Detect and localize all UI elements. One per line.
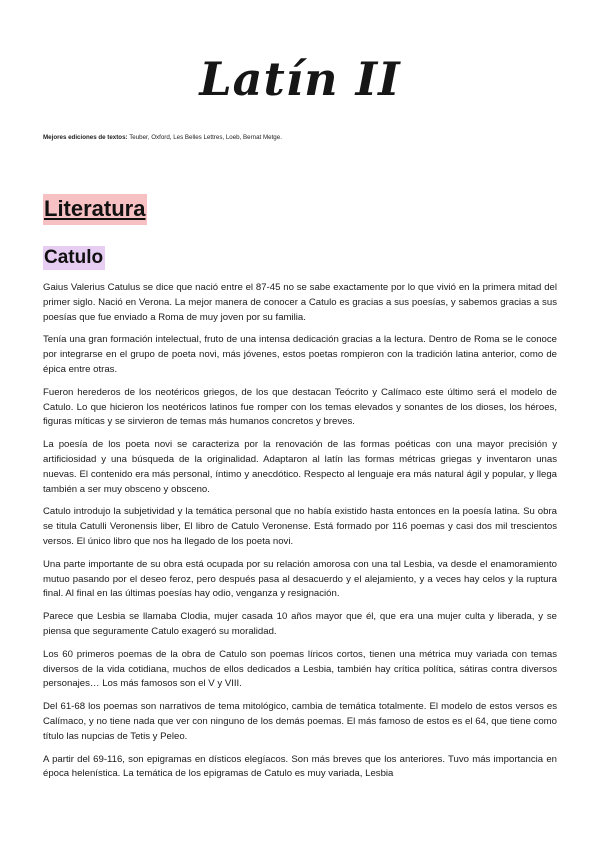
paragraph: Fueron herederos de los neotéricos griegos, de los que destacan Teócrito y Calímaco este último será el modelo de Catulo. Lo que hicieron los neotéricos latinos fue romper con los temas elevados y sonantes de los dioses, los héroes, figuras míticas y se sirvieron de temas más humanos concretos y breves. — [43, 386, 557, 428]
subsection-heading: Catulo — [44, 247, 104, 268]
editions-value: Teuber, Oxford, Les Belles Lettres, Loeb, Bernat Metge. — [129, 134, 282, 141]
paragraph: Los 60 primeros poemas de la obra de Catulo son poemas líricos cortos, tienen una métrica muy variada con temas diversos de la vida cotidiana, muchos de ellos dedicados a Lesbia, también hay crítica política, sátiras contra diversos personajes… Los más famosos son el V y VIII. — [43, 648, 557, 690]
editions-label: Mejores ediciones de textos: — [43, 134, 128, 141]
paragraph: Del 61-68 los poemas son narrativos de tema mitológico, cambia de temática totalmente. El modelo de estos versos es Calímaco, y no tiene nada que ver con ninguno de los demás poemas. El más famoso de estos es el 64, que tiene como título las nupcias de Tetis y Peleo. — [43, 701, 557, 742]
paragraph: Tenía una gran formación intelectual, fruto de una intensa dedicación gracias a la lectura. Dentro de Roma se le conoce por integrarse en el grupo de poeta novi, más jóvenes, estos poetas rompieron con la tradición latina anterior, como de épica entre otras. — [43, 334, 557, 375]
document-title: Latín II — [199, 52, 401, 106]
paragraph: A partir del 69-116, son epigramas en dísticos elegíacos. Son más breves que los anteriores. Tuvo más importancia en época helenística. La temática de los epigramas de Catulo es muy variada, Lesbia — [43, 753, 557, 780]
paragraph: Catulo introdujo la subjetividad y la temática personal que no había existido hasta entonces en la poesía latina. Su obra se titula Catulli Veronensis liber, El libro de Catulo Veronense. Está formado por 116 poemas y casi dos mil trescientos versos. El único libro que nos ha llegado de los poeta novi. — [43, 506, 557, 547]
paragraph: La poesía de los poeta novi se caracteriza por la renovación de las formas poéticas con una mayor precisión y artificiosidad y una búsqueda de la originalidad. Adaptaron al latín las formas métricas griegas y inventaron unas nuevas. El contenido era más personal, íntimo y anecdótico. Respecto al lenguaje era más natural ágil y popular, y llega también a ser muy obsceno y obsceno. — [43, 439, 557, 495]
paragraph: Gaius Valerius Catulus se dice que nació entre el 87-45 no se sabe exactamente por lo que vivió en la primera mitad del primer siglo. Nació en Verona. La mejor manera de conocer a Catulo es gracias a sus poesías, y sabemos gracias a sus poesías que fue enviado a Roma de muy joven por su familia. — [43, 282, 557, 323]
paragraph: Una parte importante de su obra está ocupada por su relación amorosa con una tal Lesbia, va desde el enamoramiento mutuo pasando por el deseo feroz, pero después pasa al desacuerdo y el alejamiento, y a veces hay celos y la ruptura final. Al final en las últimas poesías hay odio, venganza y resignación. — [43, 558, 557, 600]
editions-note — [43, 134, 563, 141]
section-heading: Literatura — [43, 194, 147, 225]
paragraph: Parece que Lesbia se llamaba Clodia, mujer casada 10 años mayor que él, que era una mujer culta y liberada, y se piensa que seguramente Catulo exageró su moralidad. — [43, 611, 557, 637]
body-text — [43, 281, 557, 790]
